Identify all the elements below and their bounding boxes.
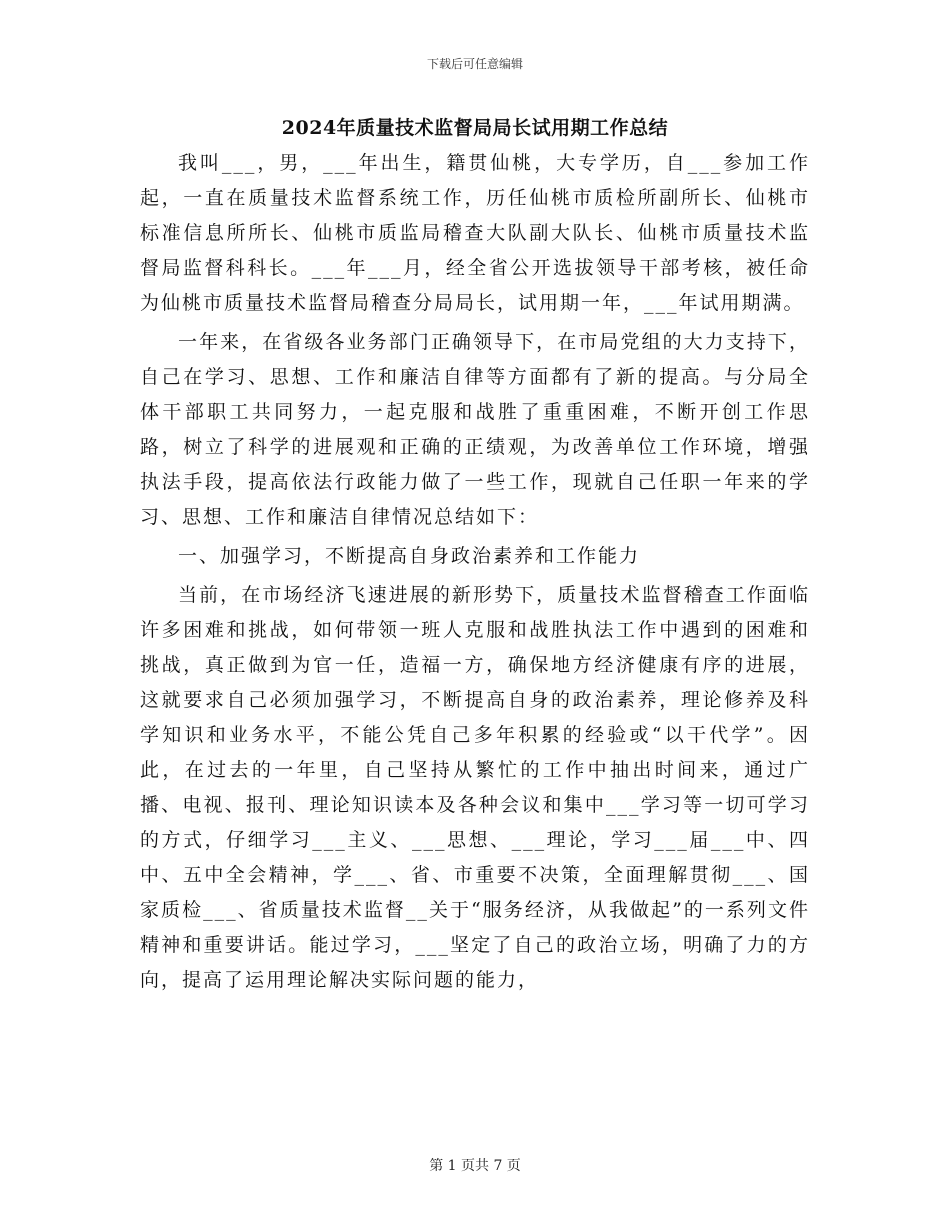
- section-heading-1: 一、加强学习，不断提高自身政治素养和工作能力: [178, 545, 641, 567]
- paragraph-intro: 我叫___，男，___年出生，籍贯仙桃，大专学历，自___参加工作起，一直在质量技术监督系统工作，历任仙桃市质检所副所长、仙桃市标准信息所所长、仙桃市质监局稽查大队副大队长、仙桃市质量技术监督局监督科科长。___年___月，经全省公开选拔领导干部考核，被任命为仙桃市质量技术监督局稽查分局局长，试用期一年，___年试用期满。: [140, 152, 810, 314]
- paragraph-summary: 一年来，在省级各业务部门正确领导下，在市局党组的大力支持下，自己在学习、思想、工作和廉洁自律等方面都有了新的提高。与分局全体干部职工共同努力，一起克服和战胜了重重困难，不断开创工作思路，树立了科学的进展观和正确的正绩观，为改善单位工作环境，增强执法手段，提高依法行政能力做了一些工作，现就自己任职一年来的学习、思想、工作和廉洁自律情况总结如下：: [140, 331, 810, 528]
- paragraph-study: 当前，在市场经济飞速进展的新形势下，质量技术监督稽查工作面临许多困难和挑战，如何带领一班人克服和战胜执法工作中遇到的困难和挑战，真正做到为官一任，造福一方，确保地方经济健康有序的进展，这就要求自己必须加强学习，不断提高自身的政治素养，理论修养及科学知识和业务水平，不能公凭自己多年积累的经验或“以干代学”。因此，在过去的一年里，自己坚持从繁忙的工作中抽出时间来，通过广播、电视、报刊、理论知识读本及各种会议和集中___学习等一切可学习的方式，仔细学习___主义、___思想、___理论，学习___届___中、四中、五中全会精神，学___、省、市重要不决策，全面理解贯彻___、国家质检___、省质量技术监督__关于“服务经济，从我做起”的一系列文件精神和重要讲话。能过学习，___坚定了自己的政治立场，明确了力的方向，提高了运用理论解决实际问题的能力，: [140, 584, 810, 991]
- document-body: [140, 146, 810, 1002]
- page-number-footer: 第 1 页共 7 页: [429, 1158, 521, 1174]
- document-title: 2024年质量技术监督局局长试用期工作总结: [281, 117, 669, 139]
- header-note: 下载后可任意编辑: [426, 57, 523, 71]
